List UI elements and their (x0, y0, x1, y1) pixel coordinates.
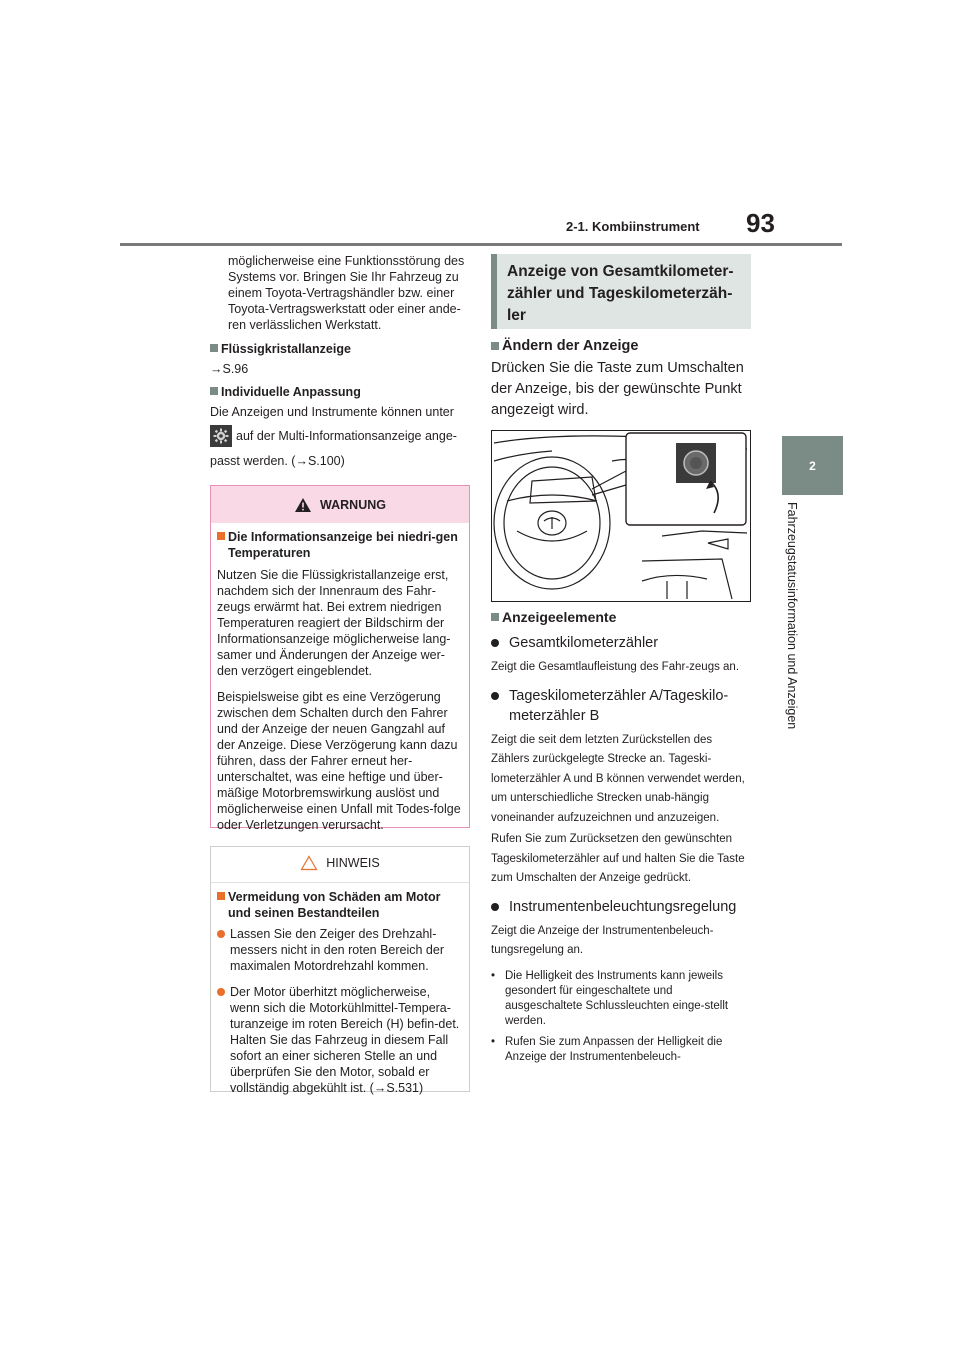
page-number: 93 (746, 208, 775, 238)
note-subheading: Vermeidung von Schäden am Motor und seinen Bestandteilen (217, 889, 463, 921)
note-item: Der Motor überhitzt möglicherweise, wenn sich die Motorkühlmittel-Tempera-turanzeige im roten Bereich (H) befin-det. Halten Sie das Fahrzeug in diesem Fall sofort an einer sicheren Stelle an und überprüfen Sie den Motor, sobald er vollständig abgekühlt ist. (→S.531) (217, 984, 463, 1096)
section-title-box (491, 254, 751, 329)
intro-paragraph: möglicherweise eine Funktionsstörung des Systems vor. Bringen Sie Ihr Fahrzeug zu einem Toyota-Vertragshändler bzw. einer Toyota-Vertragswerkstatt oder einer ande-ren verlässlichen Werkstatt. (228, 254, 465, 332)
warning-box (210, 485, 470, 832)
square-bullet-icon (491, 342, 499, 350)
elements-heading: Anzeigeelemente (491, 609, 751, 625)
title-line-3: ler (507, 307, 526, 324)
light-control-item: Instrumentenbeleuchtungsregelung (491, 897, 751, 917)
custom-heading: Individuelle Anpassung (210, 384, 470, 400)
custom-text-3: passt werden. (→S.100) (210, 454, 345, 468)
warning-title: WARNUNG (320, 497, 386, 512)
custom-text-line: auf der Multi-Informationsanzeige ange- (210, 425, 470, 447)
list-item: • Die Helligkeit des Instruments kann jeweils gesondert für eingeschaltete und ausgeschaltete Schlussleuchten einge-stellt werden. (491, 969, 729, 1027)
square-bullet-icon (217, 532, 225, 540)
note-item: Lassen Sie den Zeiger des Drehzahl-messers nicht in den roten Bereich der maximalen Motordrehzahl kommen. (217, 926, 463, 974)
note-title: HINWEIS (326, 855, 380, 870)
square-bullet-icon (491, 613, 499, 621)
gear-icon (210, 425, 232, 447)
caution-triangle-icon (300, 855, 318, 871)
warning-paragraph-1: Nutzen Sie die Flüssigkristallanzeige erst, nachdem sich der Innenraum des Fahr-zeugs erwärmt hat. Bei extrem niedrigen Temperaturen reagiert der Bildschirm der Informationsanzeige möglicherweise lang-samer und Änderungen der Anzeige wer-den verzögert eingeblendet. (217, 568, 451, 678)
list-item: • Rufen Sie zum Anpassen der Helligkeit die Anzeige der Instrumentenbeleuch- (491, 1035, 723, 1063)
right-column-bottom (491, 609, 751, 1071)
dot-bullet-icon (491, 692, 499, 700)
note-header (211, 849, 469, 876)
note-body (211, 882, 469, 1096)
dot-bullet-icon (217, 930, 225, 938)
chapter-label (785, 502, 807, 762)
lcd-page-ref[interactable]: →S.96 (210, 362, 249, 376)
change-text: Drücken Sie die Taste zum Umschalten der Anzeige, bis der gewünschte Punkt angezeigt wird. (491, 360, 744, 418)
title-line-1: Anzeige von Gesamtkilometer- (507, 263, 734, 280)
page-header (0, 0, 960, 250)
change-heading: Ändern der Anzeige (491, 338, 751, 354)
tripmeter-text-2: Rufen Sie zum Zurücksetzen den gewünschten Tageskilometerzähler auf und halten Sie die Taste zum Umschalten der Anzeige gedrückt. (491, 833, 745, 884)
square-bullet-icon (210, 387, 218, 395)
warning-triangle-icon (294, 497, 312, 513)
warning-subheading: Die Informationsanzeige bei niedri-gen Temperaturen (217, 529, 463, 561)
warning-body (211, 523, 469, 833)
square-bullet-icon (217, 892, 225, 900)
section-title: 2-1. Kombiinstrument (566, 219, 700, 234)
bullet-icon: • (491, 1035, 496, 1048)
chapter-tab[interactable]: 2 (782, 436, 843, 495)
chapter-label-text: Fahrzeugstatusinformation und Anzeigen (785, 502, 799, 730)
tripmeter-item: Tageskilometerzähler A/Tageskilo-meterzähler B (491, 686, 751, 726)
left-column (210, 253, 470, 469)
right-column-top (491, 338, 751, 427)
custom-text-1: Die Anzeigen und Instrumente können unter (210, 405, 454, 419)
warning-paragraph-2: Beispielsweise gibt es eine Verzögerung zwischen dem Schalten durch den Fahrer und der Anzeige der neuen Gangzahl auf der Anzeige. Diese Verzögerung kann dazu führen, dass der Fahrer erneut her-unterschaltet, was eine heftige und über-mäßige Motorbremswirkung auslöst und möglicherweise einen Unfall mit Todes-folge oder Verletzungen verursacht. (217, 690, 461, 832)
title-line-2: zähler und Tageskilometerzäh- (507, 285, 733, 302)
warning-header (211, 486, 469, 523)
odometer-item: Gesamtkilometerzähler (491, 633, 751, 653)
steering-wheel-illustration (492, 431, 750, 601)
header-rule (120, 243, 842, 246)
odometer-text: Zeigt die Gesamtlaufleistung des Fahr-zeugs an. (491, 661, 740, 673)
dashboard-illustration (491, 430, 751, 602)
dot-bullet-icon (491, 903, 499, 911)
dot-bullet-icon (491, 639, 499, 647)
note-box (210, 846, 470, 1095)
dot-bullet-icon (217, 988, 225, 996)
bullet-icon: • (491, 969, 496, 982)
lcd-heading: Flüssigkristallanzeige (210, 341, 470, 357)
light-control-text: Zeigt die Anzeige der Instrumentenbeleuch-tungsregelung an. (491, 924, 714, 956)
tripmeter-text-1: Zeigt die seit dem letzten Zurückstellen des Zählers zurückgelegte Strecke an. Tageski-lometerzähler A und B können verwendet werden, um unterschiedliche Strecken unab-hängig voneinander aufzuzeichnen und anzuzeigen. (491, 733, 745, 824)
square-bullet-icon (210, 344, 218, 352)
